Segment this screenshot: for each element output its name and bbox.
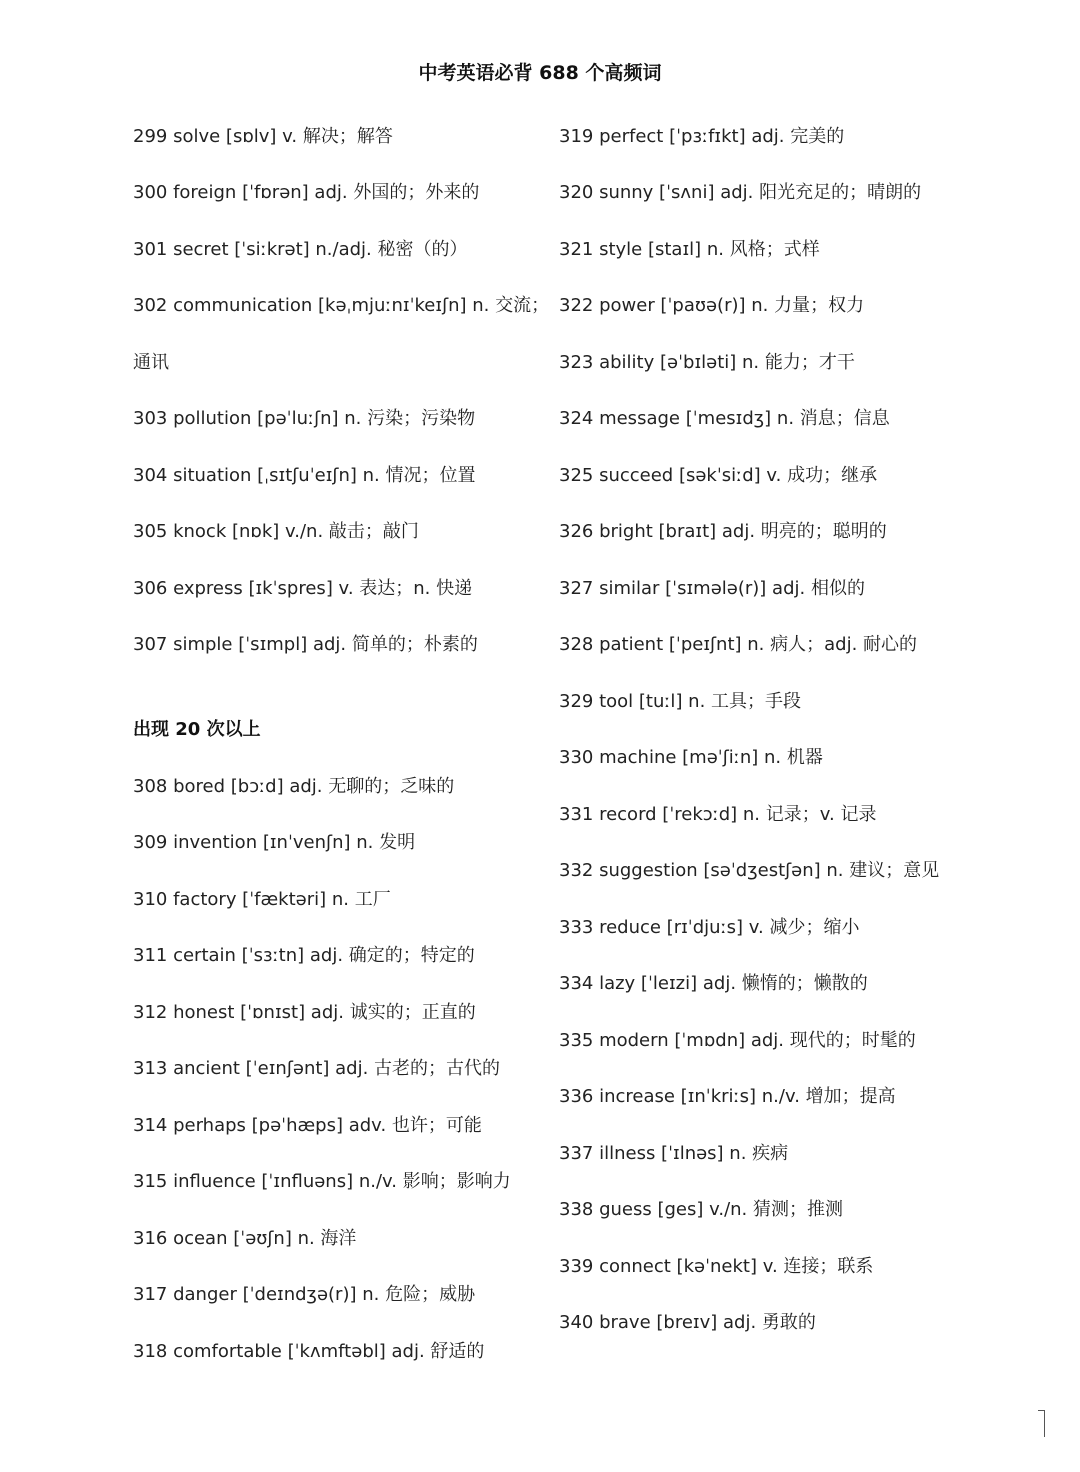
word-entry-continuation: 通讯 (133, 352, 169, 373)
word-entry: 333 reduce [rɪˈdjuːs] v. 减少；缩小 (559, 917, 860, 938)
word-entry: 319 perfect [ˈpɜːfɪkt] adj. 完美的 (559, 126, 845, 147)
word-entry: 320 sunny [ˈsʌni] adj. 阳光充足的；晴朗的 (559, 182, 922, 203)
word-entry: 318 comfortable [ˈkʌmftəbl] adj. 舒适的 (133, 1341, 485, 1362)
word-entry: 339 connect [kəˈnekt] v. 连接；联系 (559, 1256, 874, 1277)
word-entry: 323 ability [əˈbɪləti] n. 能力；才干 (559, 352, 855, 373)
word-entry: 305 knock [nɒk] v./n. 敲击；敲门 (133, 521, 419, 542)
word-entry: 324 message [ˈmesɪdʒ] n. 消息；信息 (559, 408, 890, 429)
word-entry: 303 pollution [pəˈluːʃn] n. 污染；污染物 (133, 408, 476, 429)
word-entry: 334 lazy [ˈleɪzi] adj. 懒惰的；懒散的 (559, 973, 868, 994)
word-entry: 336 increase [ɪnˈkriːs] n./v. 增加；提高 (559, 1086, 896, 1107)
word-entry: 309 invention [ɪnˈvenʃn] n. 发明 (133, 832, 416, 853)
word-entry: 337 illness [ˈɪlnəs] n. 疾病 (559, 1143, 789, 1164)
word-entry: 331 record [ˈrekɔːd] n. 记录；v. 记录 (559, 804, 877, 825)
word-entry: 308 bored [bɔːd] adj. 无聊的；乏味的 (133, 776, 455, 797)
word-entry: 313 ancient [ˈeɪnʃənt] adj. 古老的；古代的 (133, 1058, 501, 1079)
word-entry: 299 solve [sɒlv] v. 解决；解答 (133, 126, 393, 147)
word-entry: 301 secret [ˈsiːkrət] n./adj. 秘密（的） (133, 239, 468, 260)
document-title: 中考英语必背 688 个高频词 (418, 62, 662, 84)
word-entry: 300 foreign [ˈfɒrən] adj. 外国的；外来的 (133, 182, 480, 203)
word-entry: 306 express [ɪkˈspres] v. 表达；n. 快递 (133, 578, 473, 599)
word-entry: 317 danger [ˈdeɪndʒə(r)] n. 危险；威胁 (133, 1284, 476, 1305)
word-entry: 311 certain [ˈsɜːtn] adj. 确定的；特定的 (133, 945, 475, 966)
word-entry: 327 similar [ˈsɪmələ(r)] adj. 相似的 (559, 578, 865, 599)
word-entry: 325 succeed [səkˈsiːd] v. 成功；继承 (559, 465, 878, 486)
word-entry: 310 factory [ˈfæktəri] n. 工厂 (133, 889, 391, 910)
word-entry: 304 situation [ˌsɪtʃuˈeɪʃn] n. 情况；位置 (133, 465, 476, 486)
word-entry: 332 suggestion [səˈdʒestʃən] n. 建议；意见 (559, 860, 940, 881)
word-entry: 316 ocean [ˈəʊʃn] n. 海洋 (133, 1228, 357, 1249)
word-entry: 302 communication [kəˌmjuːnɪˈkeɪʃn] n. 交流； (133, 295, 550, 316)
word-entry: 329 tool [tuːl] n. 工具；手段 (559, 691, 802, 712)
word-entry: 340 brave [breɪv] adj. 勇敢的 (559, 1312, 816, 1333)
word-entry: 314 perhaps [pəˈhæps] adv. 也许；可能 (133, 1115, 482, 1136)
word-entry: 335 modern [ˈmɒdn] adj. 现代的；时髦的 (559, 1030, 916, 1051)
word-entry: 328 patient [ˈpeɪʃnt] n. 病人；adj. 耐心的 (559, 634, 918, 655)
word-entry: 322 power [ˈpaʊə(r)] n. 力量；权力 (559, 295, 865, 316)
word-entry: 307 simple [ˈsɪmpl] adj. 简单的；朴素的 (133, 634, 478, 655)
section-heading: 出现 20 次以上 (133, 719, 261, 740)
word-entry: 315 influence [ˈɪnfluəns] n./v. 影响；影响力 (133, 1171, 511, 1192)
page-corner-mark (1038, 1410, 1045, 1437)
word-entry: 338 guess [ges] v./n. 猜测；推测 (559, 1199, 844, 1220)
word-entry: 326 bright [braɪt] adj. 明亮的；聪明的 (559, 521, 887, 542)
word-entry: 312 honest [ˈɒnɪst] adj. 诚实的；正直的 (133, 1002, 476, 1023)
word-entry: 321 style [staɪl] n. 风格；式样 (559, 239, 820, 260)
word-entry: 330 machine [məˈʃiːn] n. 机器 (559, 747, 823, 768)
